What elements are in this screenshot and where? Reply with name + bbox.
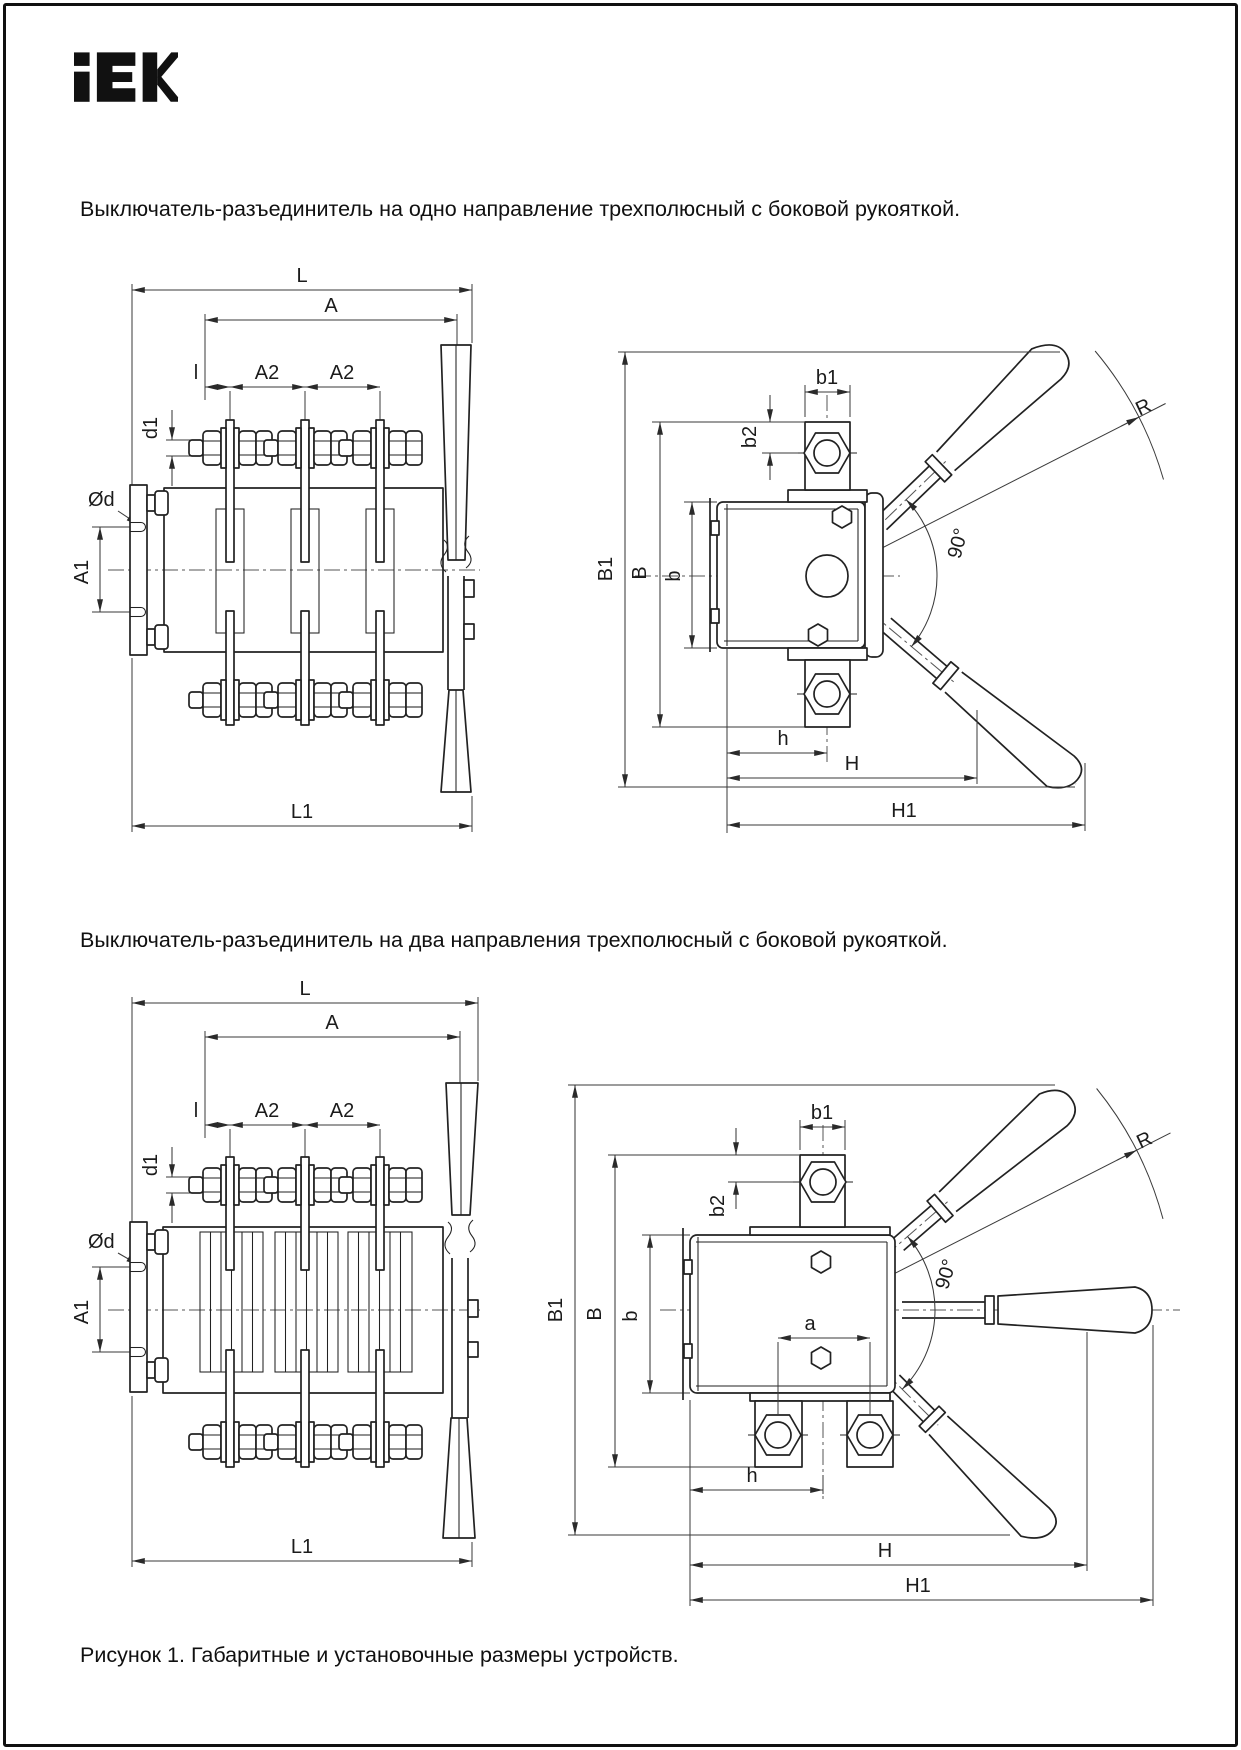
drawing-1-side-view <box>540 295 1210 840</box>
dim-label-a: a <box>804 1313 816 1335</box>
bracket-bolt <box>147 1358 168 1382</box>
dim-label-b1: b1 <box>815 367 839 389</box>
dim-label-A1: A1 <box>71 559 93 585</box>
dim-label-b2: b2 <box>739 425 761 449</box>
dim-label-B1: B1 <box>595 556 617 582</box>
dim-label-b: b <box>663 570 685 582</box>
angle-label: 90° <box>931 1256 962 1292</box>
body-hex-bolt <box>833 506 852 528</box>
dim-label-L1: L1 <box>290 801 314 823</box>
drawing-1-front-view <box>71 240 510 840</box>
drawing-2-side-view <box>540 980 1230 1640</box>
section1-title: Выключатель-разъединитель на одно направление трехполюсный с боковой рукояткой. <box>80 197 961 221</box>
dim-label-b: b <box>620 1310 642 1322</box>
dim-label-d1: d1 <box>140 416 162 440</box>
dim-label-R: R <box>1133 1127 1156 1154</box>
dim-label-H1: H1 <box>891 800 917 822</box>
dim-label-h: h <box>777 728 789 750</box>
dim-label-H: H <box>877 1540 893 1562</box>
bottom-tab <box>788 648 867 727</box>
body-hex-bolt <box>812 1347 831 1369</box>
iek-logo <box>74 52 178 110</box>
dim-label-A1: A1 <box>71 1299 93 1325</box>
angle-label: 90° <box>943 525 973 561</box>
dim-label-Od: Ød <box>88 489 115 511</box>
dim-A <box>205 295 457 400</box>
dim-label-B: B <box>584 1307 606 1321</box>
dim-b <box>620 1235 690 1393</box>
dim-b2 <box>739 395 805 480</box>
dim-label-h: h <box>746 1465 758 1487</box>
side-body <box>683 1228 895 1400</box>
body-hex-bolt <box>812 1251 831 1273</box>
dim-l-A2 <box>194 362 380 420</box>
body-hex-bolt <box>809 624 828 646</box>
bracket-bolt <box>147 625 168 649</box>
side-body <box>710 493 883 657</box>
handle-down <box>881 618 1082 788</box>
handle-up <box>893 1090 1075 1250</box>
top-tab <box>750 1155 890 1235</box>
angle-arc <box>906 500 973 647</box>
dim-label-B1: B1 <box>545 1297 567 1323</box>
top-tab <box>788 422 867 502</box>
dim-l-A2 <box>194 1100 380 1157</box>
handle-down <box>888 1375 1056 1538</box>
dim-H <box>727 710 977 784</box>
dim-label-A2: A2 <box>254 1100 280 1122</box>
dim-b <box>663 502 717 648</box>
dim-label-d1: d1 <box>140 1153 162 1177</box>
dim-b2 <box>707 1128 800 1217</box>
bottom-tabs <box>748 1393 900 1467</box>
dim-label-A2: A2 <box>254 362 280 384</box>
pole-blades <box>226 1157 384 1467</box>
dim-label-l: l <box>193 362 199 384</box>
dim-label-b1: b1 <box>810 1102 834 1124</box>
dim-d1 <box>140 1147 192 1223</box>
angle-arc <box>902 1237 961 1390</box>
dim-label-H: H <box>844 753 860 775</box>
dim-label-A: A <box>325 1012 339 1034</box>
dim-label-l: l <box>193 1100 199 1122</box>
dim-label-A: A <box>324 295 338 317</box>
dim-label-A2: A2 <box>329 1100 355 1122</box>
bracket-bolt <box>147 1230 168 1254</box>
dim-label-b2: b2 <box>707 1194 729 1218</box>
dim-label-Od: Ød <box>88 1231 115 1253</box>
dim-d1 <box>140 410 192 486</box>
section2-title: Выключатель-разъединитель на два направления трехполюсный с боковой рукояткой. <box>80 928 948 952</box>
dim-label-L: L <box>299 978 311 1000</box>
dim-label-B: B <box>629 566 651 580</box>
dim-label-L1: L1 <box>290 1536 314 1558</box>
dim-label-R: R <box>1132 394 1155 421</box>
drawing-2-front-view <box>71 970 510 1582</box>
dim-label-L: L <box>296 265 308 287</box>
dim-H1 <box>727 763 1085 831</box>
side-handle-edge <box>441 345 474 792</box>
figure-caption: Рисунок 1. Габаритные и установочные размеры устройств. <box>80 1643 679 1667</box>
bracket-bolt <box>147 491 168 515</box>
dim-label-A2: A2 <box>329 362 355 384</box>
dim-label-H1: H1 <box>905 1575 931 1597</box>
